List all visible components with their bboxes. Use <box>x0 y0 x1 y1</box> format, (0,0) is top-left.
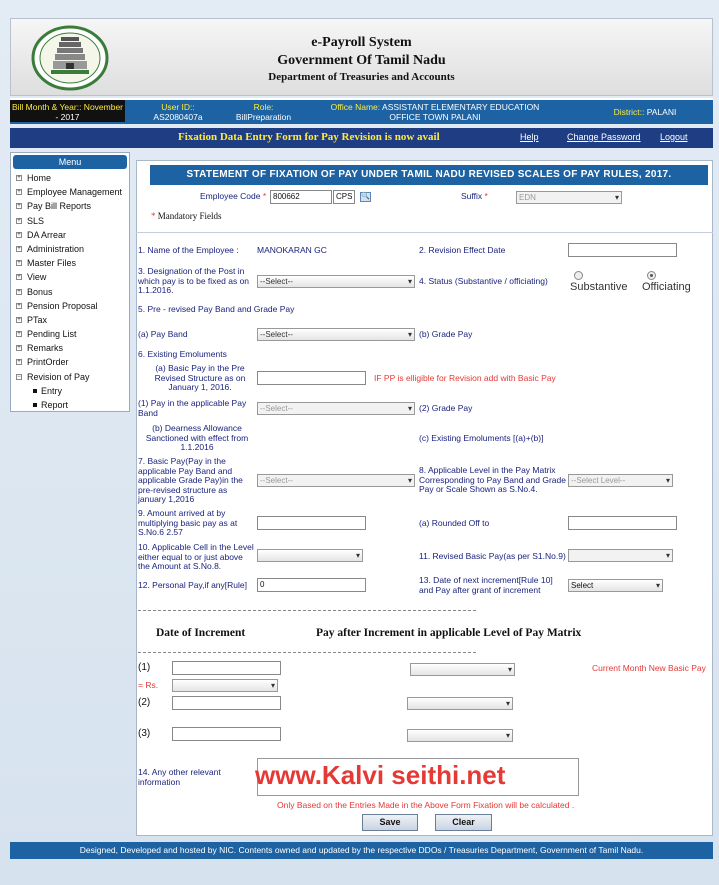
submenu-item-entry[interactable] <box>11 384 129 398</box>
grade-pay-2-label: (2) Grade Pay <box>419 403 473 413</box>
increment-date-1-input[interactable] <box>172 661 281 675</box>
collapse-icon[interactable]: − <box>17 373 21 380</box>
basic-pay-pre-revised-label: (a) Basic Pay in the Pre Revised Structure as on January 1, 2016. <box>154 363 246 392</box>
submenu-item-report[interactable] <box>11 398 129 412</box>
menu-item-remarks[interactable] <box>11 341 129 355</box>
revised-basic-pay-label: 11. Revised Basic Pay(as per S1.No.9) <box>419 551 566 561</box>
basic-pay-pre-revised-structure-label: 7. Basic Pay(Pay in the applicable Pay Band and applicable Grade Pay)in the pre-revised structure as january 1,2016 <box>138 456 243 504</box>
expand-icon[interactable]: + <box>17 203 21 210</box>
menu-item-pension-proposal[interactable] <box>11 299 129 313</box>
substantive-radio[interactable] <box>574 271 583 280</box>
expand-icon[interactable]: + <box>17 359 21 366</box>
expand-icon[interactable]: + <box>17 331 21 338</box>
dearness-allowance-label: (b) Dearness Allowance Sanctioned with effect from 1.1.2016 <box>145 423 249 452</box>
menu-item-master-files[interactable] <box>11 256 129 270</box>
current-month-basic-pay-label: Current Month New Basic Pay <box>592 663 706 673</box>
menu-item-label: Master Files <box>27 258 77 269</box>
expand-icon[interactable]: + <box>17 345 21 352</box>
menu-item-bonus[interactable] <box>11 285 129 299</box>
bullet-icon <box>33 403 37 407</box>
dashed-divider-top <box>138 610 476 611</box>
status-label: 4. Status (Substantive / officiating) <box>419 276 548 286</box>
district-info <box>590 107 700 117</box>
next-increment-select[interactable]: Select ▾ <box>568 579 663 592</box>
basic-pay-pre-revised-structure-select[interactable]: --Select-- ▾ <box>257 474 415 487</box>
bill-month-label: Bill Month & Year:: November <box>11 102 124 112</box>
menu-item-label: SLS <box>27 215 45 226</box>
menu-item-label: Home <box>27 173 52 183</box>
district-value: PALANI <box>646 107 677 117</box>
menu-item-da-arrear[interactable] <box>11 228 129 242</box>
menu-item-employee-management[interactable] <box>11 185 129 199</box>
pay-band-label: (a) Pay Band <box>138 329 188 339</box>
divider <box>136 232 713 233</box>
pp-note: IF PP is elligible for Revision add with Basic Pay <box>374 373 556 383</box>
amount-arrived-label: 9. Amount arrived at by multiplying basic pay as at S.No.6 2.57 <box>138 508 238 537</box>
name-of-employee-label: 1. Name of the Employee : <box>138 245 239 255</box>
help-link[interactable]: Help <box>520 132 539 142</box>
bill-month-info <box>10 100 125 122</box>
menu-item-label: Pension Proposal <box>27 300 98 311</box>
increment-pay-3-select[interactable] <box>407 729 513 742</box>
applicable-level-select[interactable]: --Select Level-- ▾ <box>568 474 673 487</box>
bill-year: - 2017 <box>55 112 80 122</box>
menu-item-revision-of-pay[interactable] <box>11 370 129 384</box>
expand-icon[interactable]: + <box>17 316 21 323</box>
applicable-cell-select[interactable] <box>257 549 363 562</box>
rounded-off-label: (a) Rounded Off to <box>419 518 490 528</box>
row-1-label: (1) <box>138 662 151 673</box>
employee-code-input[interactable]: 800662 <box>270 190 332 204</box>
office-label: Office Name: <box>330 102 381 112</box>
pay-in-pay-band-label: (1) Pay in the applicable Pay Band <box>138 398 247 418</box>
employee-code-label: Employee Code * <box>200 191 267 201</box>
basic-pay-pre-revised-input[interactable] <box>257 371 366 385</box>
applicable-cell-label: 10. Applicable Cell in the Level either equal to or just above the Amount at S.No.8. <box>138 542 254 571</box>
menu-item-label: Pay Bill Reports <box>27 201 92 212</box>
side-menu <box>10 152 130 412</box>
system-title: e-Payroll System <box>311 35 412 50</box>
menu-item-pending-list[interactable] <box>11 327 129 341</box>
user-id-value: AS2080407a <box>153 112 203 122</box>
personal-pay-input[interactable]: 0 <box>257 578 366 592</box>
menu-item-view[interactable] <box>11 270 129 284</box>
calculation-note: Only Based on the Entries Made in the Above Form Fixation will be calculated . <box>277 800 575 810</box>
search-icon[interactable]: 🔍 <box>361 193 370 200</box>
menu-item-label: Bonus <box>27 286 53 297</box>
menu-item-label: DA Arrear <box>27 229 67 240</box>
expand-icon[interactable]: + <box>17 302 21 309</box>
expand-icon[interactable]: + <box>17 274 21 281</box>
dashed-divider-bottom <box>138 652 476 653</box>
announcement-marquee: Fixation Data Entry Form for Pay Revision is now avail <box>178 131 440 143</box>
mandatory-note: * Mandatory Fields <box>151 211 222 221</box>
revised-basic-pay-select[interactable] <box>568 549 673 562</box>
bullet-icon <box>33 389 37 393</box>
substantive-label: Substantive <box>570 281 628 293</box>
role-info <box>226 102 301 122</box>
row-2-label: (2) <box>138 697 151 708</box>
watermark-text: www.Kalvi seithi.net <box>255 760 506 790</box>
officiating-label: Officiating <box>642 281 691 293</box>
office-name: ASSISTANT ELEMENTARY EDUCATION <box>382 102 540 112</box>
menu-item-label: Remarks <box>27 343 64 354</box>
employee-name-value: MANOKARAN GC <box>257 245 327 255</box>
rounded-off-input[interactable] <box>568 516 677 530</box>
pay-band-select[interactable]: --Select-- ▾ <box>257 328 415 341</box>
role-label: Role: <box>253 102 274 112</box>
government-title: Government Of Tamil Nadu <box>277 53 446 68</box>
date-of-increment-heading: Date of Increment <box>156 627 246 639</box>
designation-label: 3. Designation of the Post in which pay is to be fixed as on 1.1.2016. <box>138 266 250 295</box>
increment-pay-2-select[interactable] <box>407 697 513 710</box>
expand-icon[interactable]: + <box>17 288 21 295</box>
header-banner <box>10 18 713 96</box>
office-info <box>320 102 550 122</box>
menu-item-label: Pending List <box>27 329 77 340</box>
next-increment-label: 13. Date of next increment[Rule 10] and Pay after grant of increment <box>419 575 553 595</box>
suffix-label: Suffix * <box>461 191 488 201</box>
change-password-link[interactable]: Change Password <box>567 132 641 142</box>
grade-pay-label: (b) Grade Pay <box>419 329 473 339</box>
cps-field[interactable]: CPS <box>333 190 355 204</box>
menu-item-sls[interactable] <box>11 214 129 228</box>
increment-pay-1-select[interactable] <box>410 663 515 676</box>
menu-item-label: Administration <box>27 243 85 254</box>
user-id-info <box>138 102 218 122</box>
suffix-select[interactable]: EDN ▾ <box>516 191 622 204</box>
info-bar <box>10 98 713 124</box>
applicable-level-label: 8. Applicable Level in the Pay Matrix Corresponding to Pay Band and Grade Pay or Scale Shown as S.No.4. <box>419 465 566 494</box>
expand-icon[interactable]: + <box>17 245 21 252</box>
menu-item-label: View <box>27 272 47 283</box>
form-title: STATEMENT OF FIXATION OF PAY UNDER TAMIL NADU REVISED SCALES OF PAY RULES, 2017. <box>150 165 708 185</box>
submenu-item-label: Entry <box>41 385 63 396</box>
menu-item-label: PTax <box>27 314 48 325</box>
amount-arrived-input[interactable] <box>257 516 366 530</box>
existing-emoluments-total-label: (c) Existing Emoluments [(a)+(b)] <box>419 433 544 443</box>
expand-icon[interactable]: + <box>17 189 21 196</box>
menu-item-administration[interactable] <box>11 242 129 256</box>
logout-link[interactable]: Logout <box>660 132 688 142</box>
increment-date-2-input[interactable] <box>172 696 281 710</box>
clear-button[interactable]: Clear <box>435 814 492 831</box>
top-nav <box>10 128 713 148</box>
submenu-item-label: Report <box>41 400 69 410</box>
revision-effect-date-label: 2. Revision Effect Date <box>419 245 506 255</box>
role-value: BillPreparation <box>235 112 292 122</box>
increment-date-3-input[interactable] <box>172 727 281 741</box>
expand-icon[interactable]: + <box>17 260 21 267</box>
personal-pay-label: 12. Personal Pay,if any[Rule] <box>138 580 247 590</box>
rs-label: = Rs. <box>138 680 159 690</box>
office-town: OFFICE TOWN PALANI <box>389 112 481 122</box>
expand-icon[interactable]: + <box>17 175 21 181</box>
menu-title: Menu <box>13 155 127 169</box>
district-label: District:: <box>613 107 645 117</box>
menu-item-label: PrintOrder <box>27 357 69 368</box>
footer: Designed, Developed and hosted by NIC. Contents owned and updated by the respective DDOs / Treasuries Department, Government of Tamil Nadu. <box>10 842 713 859</box>
menu-item-home[interactable] <box>11 171 129 185</box>
rs-select[interactable] <box>172 679 278 692</box>
other-info-label: 14. Any other relevant information <box>138 767 221 787</box>
pre-revised-pay-band-label: 5. Pre - revised Pay Band and Grade Pay <box>138 304 295 314</box>
menu-item-printorder[interactable] <box>11 355 129 369</box>
user-id-label: User ID:: <box>161 102 195 112</box>
row-3-label: (3) <box>138 728 151 739</box>
expand-icon[interactable]: + <box>17 217 21 224</box>
pay-after-increment-heading: Pay after Increment in applicable Level of Pay Matrix <box>316 627 582 639</box>
existing-emoluments-label: 6. Existing Emoluments <box>138 349 227 359</box>
menu-item-label: Employee Management <box>27 187 123 198</box>
save-button[interactable]: Save <box>362 814 418 831</box>
menu-item-label: Revision of Pay <box>27 371 90 382</box>
designation-select[interactable]: --Select-- ▾ <box>257 275 415 288</box>
revision-effect-date-input[interactable] <box>568 243 677 257</box>
expand-icon[interactable]: + <box>17 231 21 238</box>
officiating-radio[interactable] <box>647 271 656 280</box>
menu-item-ptax[interactable] <box>11 313 129 327</box>
menu-item-pay-bill-reports[interactable] <box>11 199 129 213</box>
department-title: Department of Treasuries and Accounts <box>268 71 455 83</box>
pay-in-pay-band-select[interactable]: --Select-- ▾ <box>257 402 415 415</box>
